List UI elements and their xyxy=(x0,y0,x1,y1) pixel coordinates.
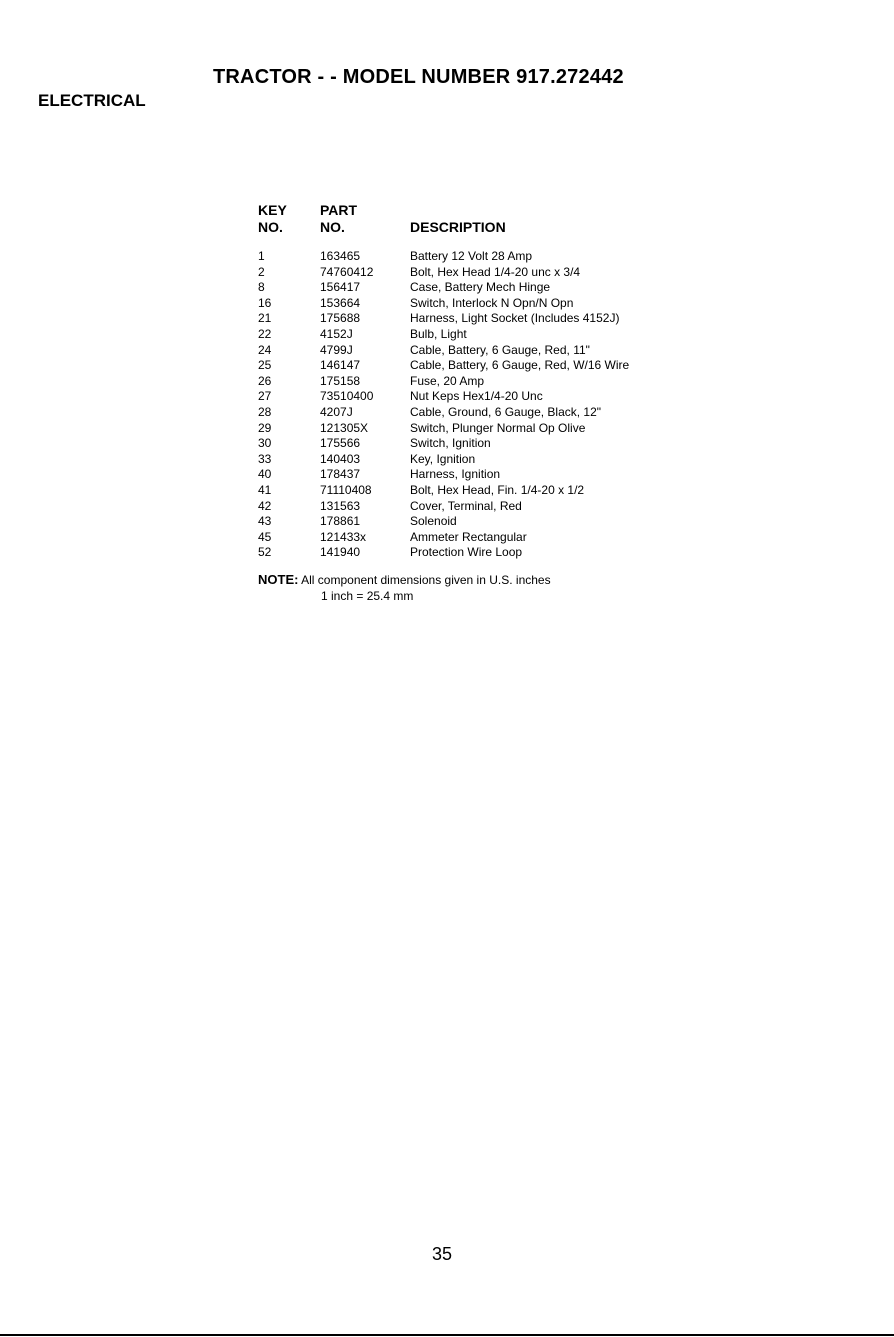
key-no: 33 xyxy=(258,451,272,466)
key-no: 2 xyxy=(258,264,265,279)
key-no: 1 xyxy=(258,249,265,263)
key-no: 8 xyxy=(258,280,265,295)
key-no: 29 xyxy=(258,420,272,435)
key-no: 16 xyxy=(258,295,272,310)
key-no: 22 xyxy=(258,326,272,341)
description: Bulb, Light xyxy=(410,326,467,341)
description: Battery 12 Volt 28 Amp xyxy=(410,249,533,263)
part-no: 74760412 xyxy=(320,264,374,279)
part-no: 121433x xyxy=(320,529,367,544)
bottom-rule xyxy=(0,1334,894,1336)
key-no: 30 xyxy=(258,436,272,451)
description: Protection Wire Loop xyxy=(410,545,523,560)
description: Key, Ignition xyxy=(410,451,476,466)
description: Fuse, 20 Amp xyxy=(410,373,485,388)
part-no: 175688 xyxy=(320,311,361,326)
note-label: NOTE: xyxy=(258,572,299,587)
description: Harness, Ignition xyxy=(410,467,501,482)
note xyxy=(258,572,551,604)
description: Harness, Light Socket (Includes 4152J) xyxy=(410,311,620,326)
description: Cable, Battery, 6 Gauge, Red, W/16 Wire xyxy=(410,358,630,373)
key-no: 28 xyxy=(258,404,272,419)
description: Nut Keps Hex1/4-20 Unc xyxy=(410,389,543,404)
description: Cable, Ground, 6 Gauge, Black, 12" xyxy=(410,404,602,419)
description: Solenoid xyxy=(410,514,457,529)
description: Cover, Terminal, Red xyxy=(410,498,522,513)
description: Cable, Battery, 6 Gauge, Red, 11" xyxy=(410,342,590,357)
header-key-line1: KEY xyxy=(258,202,287,218)
description: Switch, Plunger Normal Op Olive xyxy=(410,420,586,435)
key-no: 41 xyxy=(258,482,272,497)
note-text: All component dimensions given in U.S. inches xyxy=(301,573,551,587)
page-title: TRACTOR - - MODEL NUMBER 917.272442 xyxy=(213,66,624,88)
part-no: 71110408 xyxy=(320,482,372,497)
description: Ammeter Rectangular xyxy=(410,529,527,544)
part-no: 73510400 xyxy=(320,389,374,404)
description: Case, Battery Mech Hinge xyxy=(410,280,551,295)
part-no: 140403 xyxy=(320,451,361,466)
key-no: 52 xyxy=(258,545,272,560)
part-no: 4152J xyxy=(320,326,353,341)
key-no: 24 xyxy=(258,342,272,357)
key-no: 40 xyxy=(258,467,272,482)
part-no: 178861 xyxy=(320,514,361,529)
description: Switch, Ignition xyxy=(410,436,491,451)
part-no: 4799J xyxy=(320,342,353,357)
key-no: 26 xyxy=(258,373,272,388)
key-no: 45 xyxy=(258,529,272,544)
key-no: 27 xyxy=(258,389,272,404)
part-no: 4207J xyxy=(320,404,353,419)
part-no: 175158 xyxy=(320,373,361,388)
header-part-line1: PART xyxy=(320,202,358,218)
key-no: 42 xyxy=(258,498,272,513)
header-description: DESCRIPTION xyxy=(410,219,506,235)
part-no: 146147 xyxy=(320,358,361,373)
part-no: 163465 xyxy=(320,249,361,263)
part-no: 153664 xyxy=(320,295,361,310)
key-no: 21 xyxy=(258,311,272,326)
part-no: 175566 xyxy=(320,436,361,451)
part-no: 178437 xyxy=(320,467,361,482)
note-conversion: 1 inch = 25.4 mm xyxy=(321,589,414,603)
key-no: 43 xyxy=(258,514,272,529)
section-title: ELECTRICAL xyxy=(38,91,146,110)
description: Bolt, Hex Head 1/4-20 unc x 3/4 xyxy=(410,264,581,279)
part-no: 156417 xyxy=(320,280,361,295)
header-key-line2: NO. xyxy=(258,219,283,235)
description: Switch, Interlock N Opn/N Opn xyxy=(410,295,574,310)
header-part-line2: NO. xyxy=(320,219,345,235)
part-no: 131563 xyxy=(320,498,361,513)
description: Bolt, Hex Head, Fin. 1/4-20 x 1/2 xyxy=(410,482,585,497)
key-no: 25 xyxy=(258,358,272,373)
part-no: 121305X xyxy=(320,420,369,435)
part-no: 141940 xyxy=(320,545,361,560)
page-number: 35 xyxy=(432,1244,453,1264)
